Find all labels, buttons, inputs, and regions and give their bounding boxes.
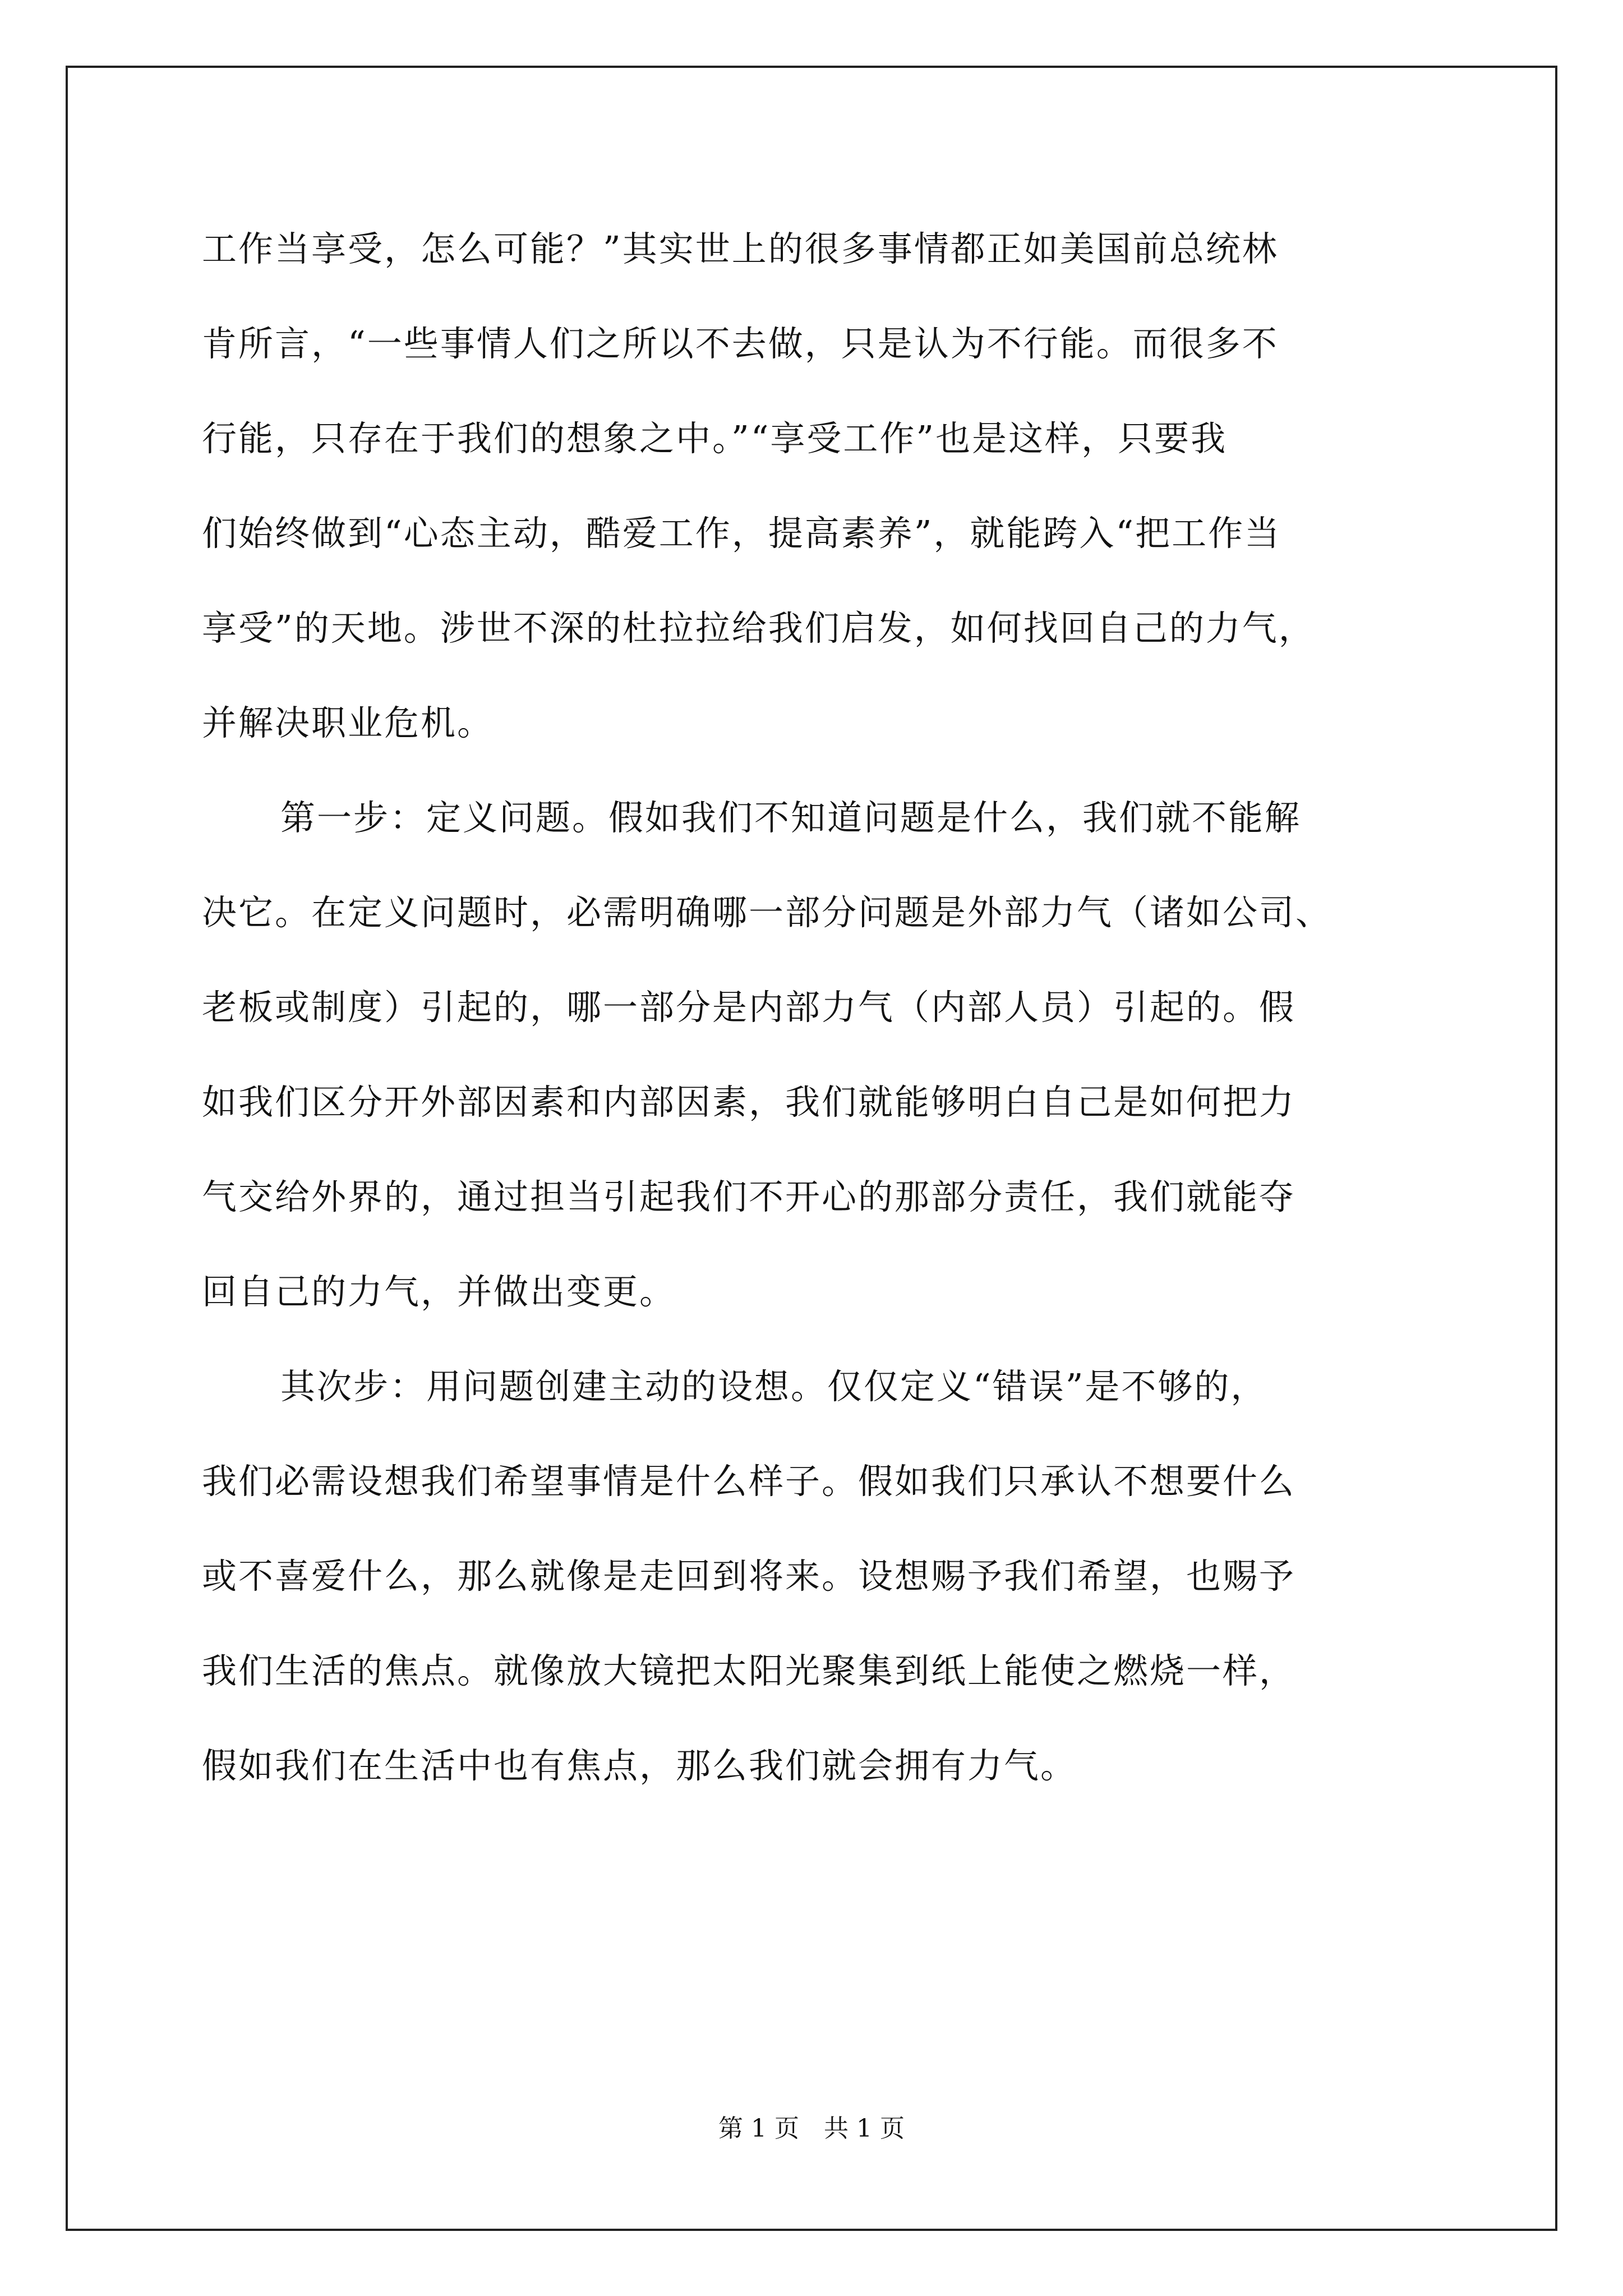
paragraph-1-line-4: 们始终做到“心态主动，酷爱工作，提高素养”，就能跨入“把工作当 [202,513,1281,554]
paragraph-1-line-3: 行能，只存在于我们的想象之中。”“享受工作”也是这样，只要我 [202,418,1228,459]
paragraph-3-line-4: 我们生活的焦点。就像放大镜把太阳光聚集到纸上能使之燃烧一样， [202,1650,1296,1691]
paragraph-1-line-1: 工作当享受，怎么可能？”其实世上的很多事情都正如美国前总统林 [202,228,1279,269]
page-number-footer: 第 1 页 共 1 页 [718,2114,905,2143]
paragraph-3-line-3: 或不喜爱什么，那么就像是走回到将来。设想赐予我们希望，也赐予 [202,1556,1296,1596]
paragraph-1-line-6: 并解决职业危机。 [202,702,494,743]
paragraph-3-line-2: 我们必需设想我们希望事情是什么样子。假如我们只承认不想要什么 [202,1461,1296,1502]
paragraph-2-line-5: 气交给外界的，通过担当引起我们不开心的那部分责任，我们就能夺 [202,1176,1296,1217]
paragraph-1-line-2: 肯所言，“一些事情人们之所以不去做，只是认为不行能。而很多不 [202,323,1279,364]
paragraph-2-line-3: 老板或制度）引起的，哪一部分是内部力气（内部人员）引起的。假 [202,987,1296,1028]
paragraph-3-line-1: 其次步：用问题创建主动的设想。仅仅定义“错误”是不够的， [280,1366,1267,1407]
paragraph-2-line-2: 决它。在定义问题时，必需明确哪一部分问题是外部力气（诸如公司、 [202,892,1332,933]
paragraph-3-line-5: 假如我们在生活中也有焦点，那么我们就会拥有力气。 [202,1745,1077,1786]
page-border [66,66,1557,2231]
paragraph-1-line-5: 享受”的天地。涉世不深的杜拉拉给我们启发，如何找回自己的力气， [202,608,1315,648]
paragraph-2-line-1: 第一步：定义问题。假如我们不知道问题是什么，我们就不能解 [280,797,1302,838]
paragraph-2-line-4: 如我们区分开外部因素和内部因素，我们就能够明白自己是如何把力 [202,1082,1296,1122]
paragraph-2-line-6: 回自己的力气，并做出变更。 [202,1271,676,1312]
